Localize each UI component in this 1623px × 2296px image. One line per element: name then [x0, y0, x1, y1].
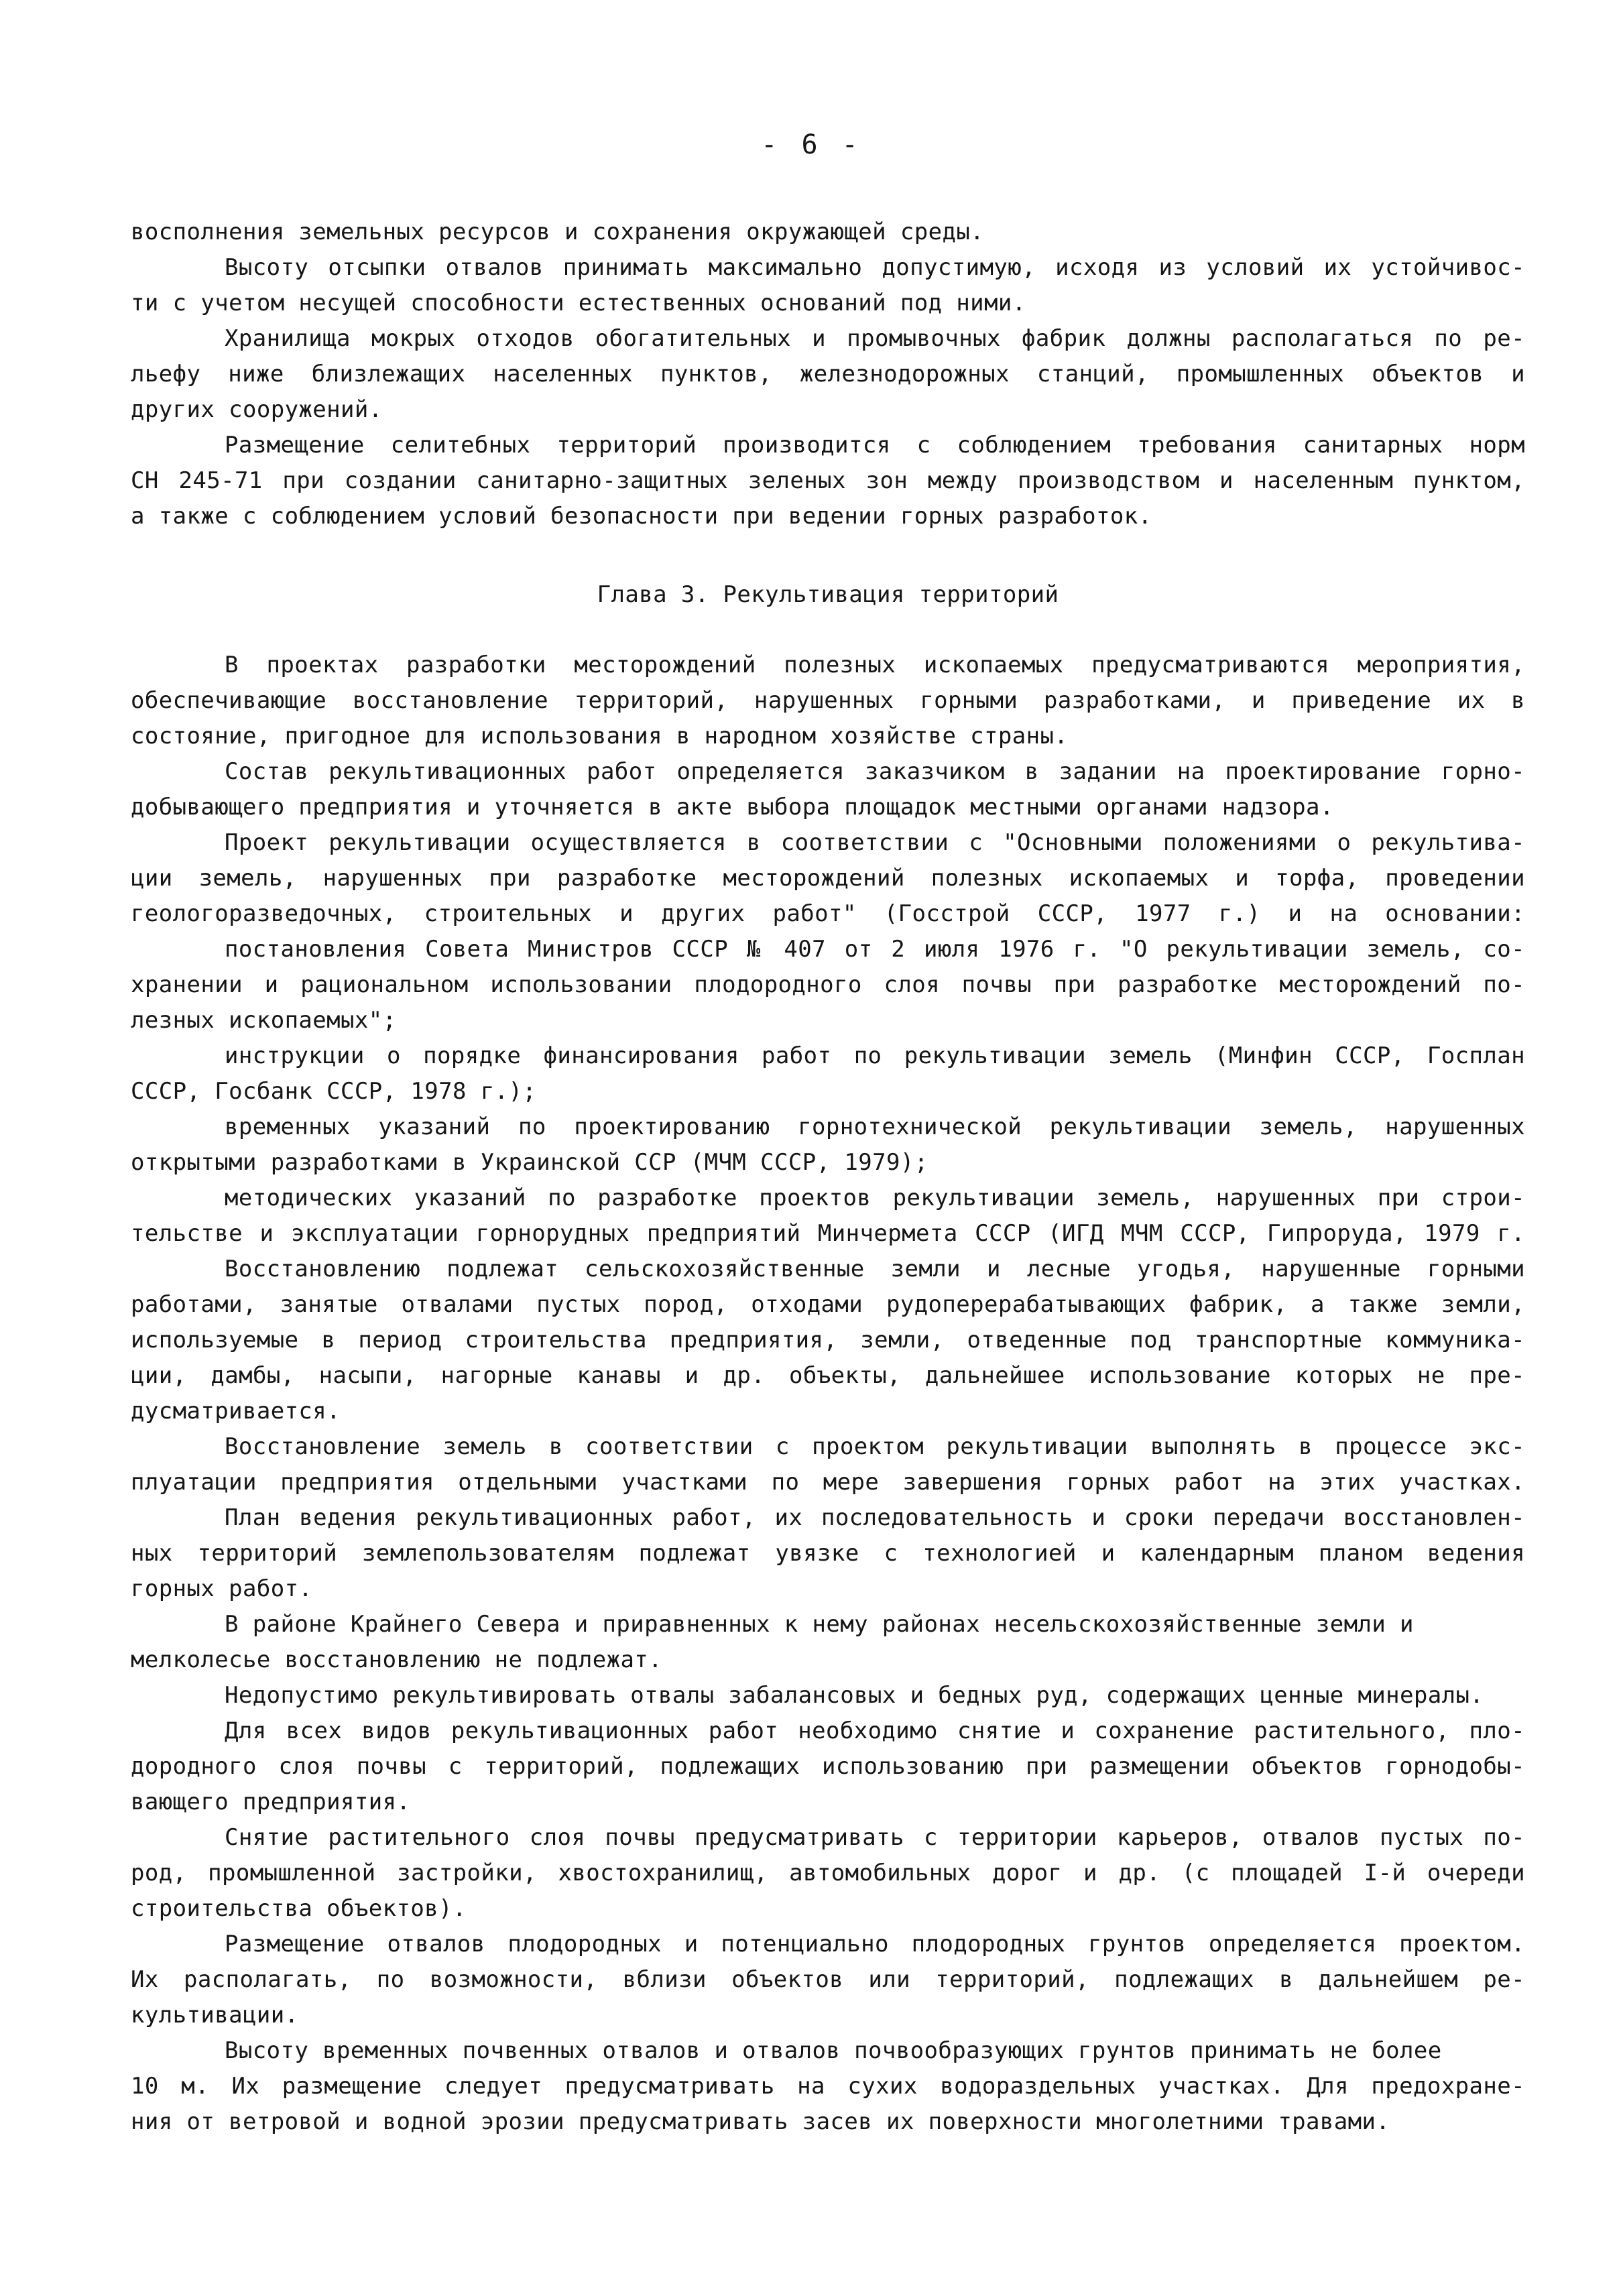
text-line: восполнения земельных ресурсов и сохранения окружающей среды. [131, 219, 985, 245]
text-line: открытыми разработками в Украинской ССР (МЧМ СССР, 1979); [131, 1149, 928, 1176]
text-line: Проект рекультивации осуществляется в соответствии с "Основными положениями о рекультива- [225, 829, 1525, 856]
text-line: План ведения рекультивационных работ, их последовательность и сроки передачи восстановлен- [225, 1504, 1525, 1531]
text-line: мелколесье восстановлению не подлежат. [131, 1646, 663, 1673]
body-text [131, 215, 1525, 2140]
text-line: используемые в период строительства предприятия, земли, отведенные под транспортные коммуника- [131, 1327, 1525, 1353]
text-line: Высоту временных почвенных отвалов и отвалов почвообразующих грунтов принимать не более [225, 2037, 1442, 2064]
text-line: обеспечивающие восстановление территорий, нарушенных горными разработками, и приведение их в [131, 687, 1525, 714]
text-line: дородного слоя почвы с территорий, подлежащих использованию при размещении объектов горнодобы- [131, 1753, 1525, 1780]
text-line: Восстановление земель в соответствии с проектом рекультивации выполнять в процессе экс- [225, 1433, 1525, 1460]
text-line: Хранилища мокрых отходов обогатительных и промывочных фабрик должны располагаться по ре- [225, 325, 1525, 352]
text-line: строительства объектов). [131, 1895, 467, 1922]
intro-section [131, 215, 1525, 534]
text-line: постановления Совета Министров СССР № 407 от 2 июля 1976 г. "О рекультивации земель, со- [225, 936, 1525, 963]
text-line: плуатации предприятия отдельными участками по мере завершения горных работ на этих участках. [131, 1469, 1525, 1496]
text-line: род, промышленной застройки, хвостохранилищ, автомобильных дорог и др. (с площадей I-й очереди [131, 1860, 1525, 1886]
text-line: состояние, пригодное для использования в народном хозяйстве страны. [131, 723, 1069, 749]
chapter-title: Глава 3. Рекультивация территорий [597, 581, 1059, 608]
text-line: СН 245-71 при создании санитарно-защитных зеленых зон между производством и населенным пунктом, [131, 467, 1525, 494]
text-line: Состав рекультивационных работ определяется заказчиком в задании на проектирование горно- [225, 758, 1525, 785]
text-line: хранении и рациональном использовании плодородного слоя почвы при разработке месторождений по- [131, 971, 1525, 998]
text-line: культивации. [131, 2002, 299, 2029]
text-line: Размещение отвалов плодородных и потенциально плодородных грунтов определяется проектом. [225, 1931, 1525, 1957]
text-line: добывающего предприятия и уточняется в акте выбора площадок местными органами надзора. [131, 794, 1334, 821]
text-line: Высоту отсыпки отвалов принимать максимально допустимую, исходя из условий их устойчивос- [225, 254, 1525, 281]
text-line: В районе Крайнего Севера и приравненных к нему районах несельскохозяйственные земли и [225, 1611, 1414, 1638]
text-line: дусматривается. [131, 1398, 341, 1425]
text-line: ния от ветровой и водной эрозии предусматривать засев их поверхности многолетними травами. [131, 2108, 1390, 2135]
text-line: Размещение селитебных территорий производится с соблюдением требования санитарных норм [225, 432, 1525, 459]
text-line: Снятие растительного слоя почвы предусматривать с территории карьеров, отвалов пустых по- [225, 1824, 1525, 1851]
text-line: Восстановлению подлежат сельскохозяйственные земли и лесные угодья, нарушенные горными [225, 1256, 1525, 1282]
text-line: ных территорий землепользователям подлежат увязке с технологией и календарным планом ведения [131, 1540, 1525, 1567]
text-line: Их располагать, по возможности, вблизи объектов или территорий, подлежащих в дальнейшем ре- [131, 1966, 1525, 1993]
chapter-section [131, 648, 1525, 2140]
text-line: инструкции о порядке финансирования работ по рекультивации земель (Минфин СССР, Госплан [225, 1042, 1525, 1069]
text-line: Для всех видов рекультивационных работ необходимо снятие и сохранение растительного, пло- [225, 1717, 1525, 1744]
page-number: - 6 - [761, 129, 862, 160]
text-line: ти с учетом несущей способности естественных оснований под ними. [131, 290, 1026, 316]
text-line: СССР, Госбанк СССР, 1978 г.); [131, 1078, 537, 1105]
text-line: геологоразведочных, строительных и других работ" (Госстрой СССР, 1977 г.) и на основании: [131, 900, 1525, 927]
text-line: вающего предприятия. [131, 1789, 411, 1815]
text-line: 10 м. Их размещение следует предусматривать на сухих водораздельных участках. Для предохране- [131, 2073, 1525, 2100]
text-line: временных указаний по проектированию горнотехнической рекультивации земель, нарушенных [225, 1113, 1525, 1140]
text-line: горных работ. [131, 1575, 313, 1602]
text-line: работами, занятые отвалами пустых пород, отходами рудоперерабатывающих фабрик, а также земли, [131, 1291, 1525, 1318]
text-line: Недопустимо рекультивировать отвалы забалансовых и бедных руд, содержащих ценные минералы. [225, 1682, 1484, 1709]
text-line: ции, дамбы, насыпи, нагорные канавы и др. объекты, дальнейшее использование которых не пре- [131, 1362, 1525, 1389]
text-line: льефу ниже близлежащих населенных пунктов, железнодорожных станций, промышленных объектов и [131, 361, 1525, 387]
text-line: методических указаний по разработке проектов рекультивации земель, нарушенных при строи- [225, 1185, 1525, 1211]
text-line: других сооружений. [131, 396, 383, 423]
text-line: ции земель, нарушенных при разработке месторождений полезных ископаемых и торфа, проведении [131, 865, 1525, 892]
text-line: тельстве и эксплуатации горнорудных предприятий Минчермета СССР (ИГД МЧМ СССР, Гипроруда, 1979 г. [131, 1220, 1525, 1247]
text-line: а также с соблюдением условий безопасности при ведении горных разработок. [131, 503, 1152, 530]
text-line: лезных ископаемых"; [131, 1007, 397, 1034]
text-line: В проектах разработки месторождений полезных ископаемых предусматриваются мероприятия, [225, 652, 1525, 678]
